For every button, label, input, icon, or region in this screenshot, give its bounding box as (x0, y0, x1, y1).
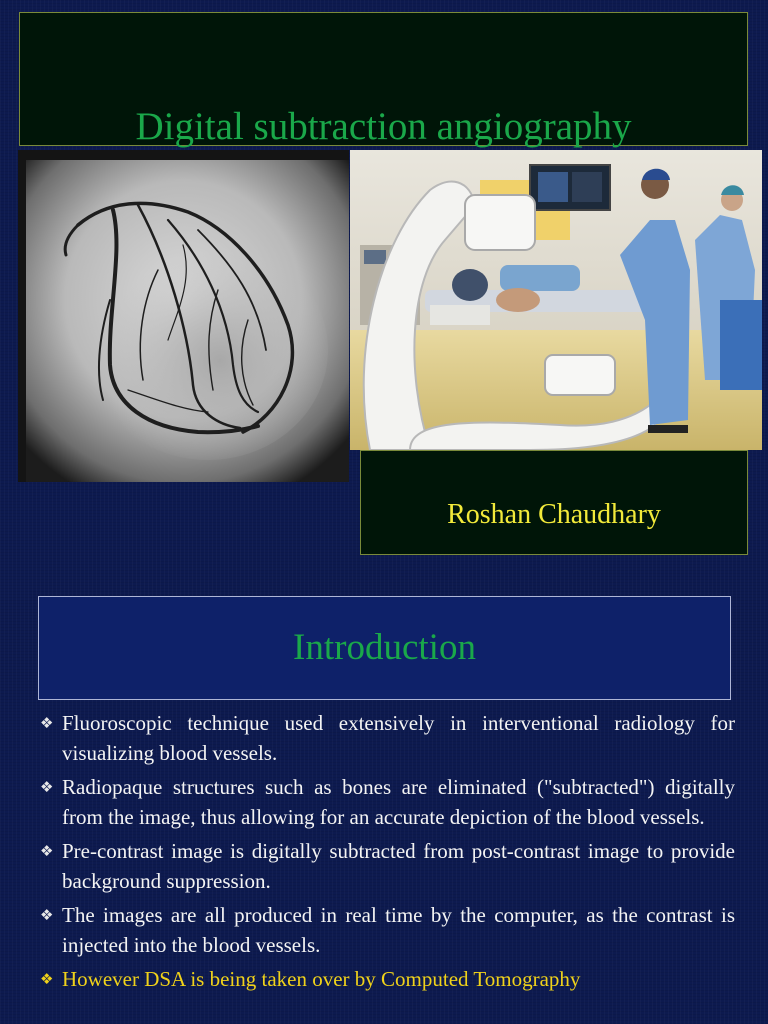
angiogram-image (18, 150, 349, 482)
bullet-item (38, 900, 735, 960)
bullet-text: Fluoroscopic technique used extensively in interventional radiology for visualizing blood vessels. (62, 711, 735, 765)
author-name: Roshan Chaudhary (447, 499, 661, 530)
bullet-item (38, 836, 735, 896)
bullet-item (38, 708, 735, 768)
slide-title: Digital subtraction angiography (135, 105, 632, 148)
diamond-bullet-icon: ❖ (40, 714, 54, 732)
bullet-item (38, 772, 735, 832)
intro-heading: Introduction (293, 627, 476, 668)
bullet-text: The images are all produced in real time by the computer, as the contrast is injected into the blood vessels. (62, 903, 735, 957)
diamond-bullet-icon: ❖ (40, 778, 54, 796)
title-banner (19, 12, 748, 146)
diamond-bullet-icon: ❖ (40, 842, 54, 860)
bullet-text: Pre-contrast image is digitally subtracted from post-contrast image to provide background suppression. (62, 839, 735, 893)
diamond-bullet-icon: ❖ (40, 906, 54, 924)
cath-lab-image (350, 150, 762, 450)
bullet-list (38, 708, 735, 998)
intro-heading-box (38, 596, 731, 700)
bullet-text: However DSA is being taken over by Computed Tomography (62, 967, 581, 991)
diamond-bullet-icon: ❖ (40, 970, 54, 988)
bullet-text: Radiopaque structures such as bones are eliminated ("subtracted") digitally from the image, thus allowing for an accurate depiction of the blood vessels. (62, 775, 735, 829)
author-banner (360, 450, 748, 555)
bullet-item-highlight (38, 964, 735, 994)
